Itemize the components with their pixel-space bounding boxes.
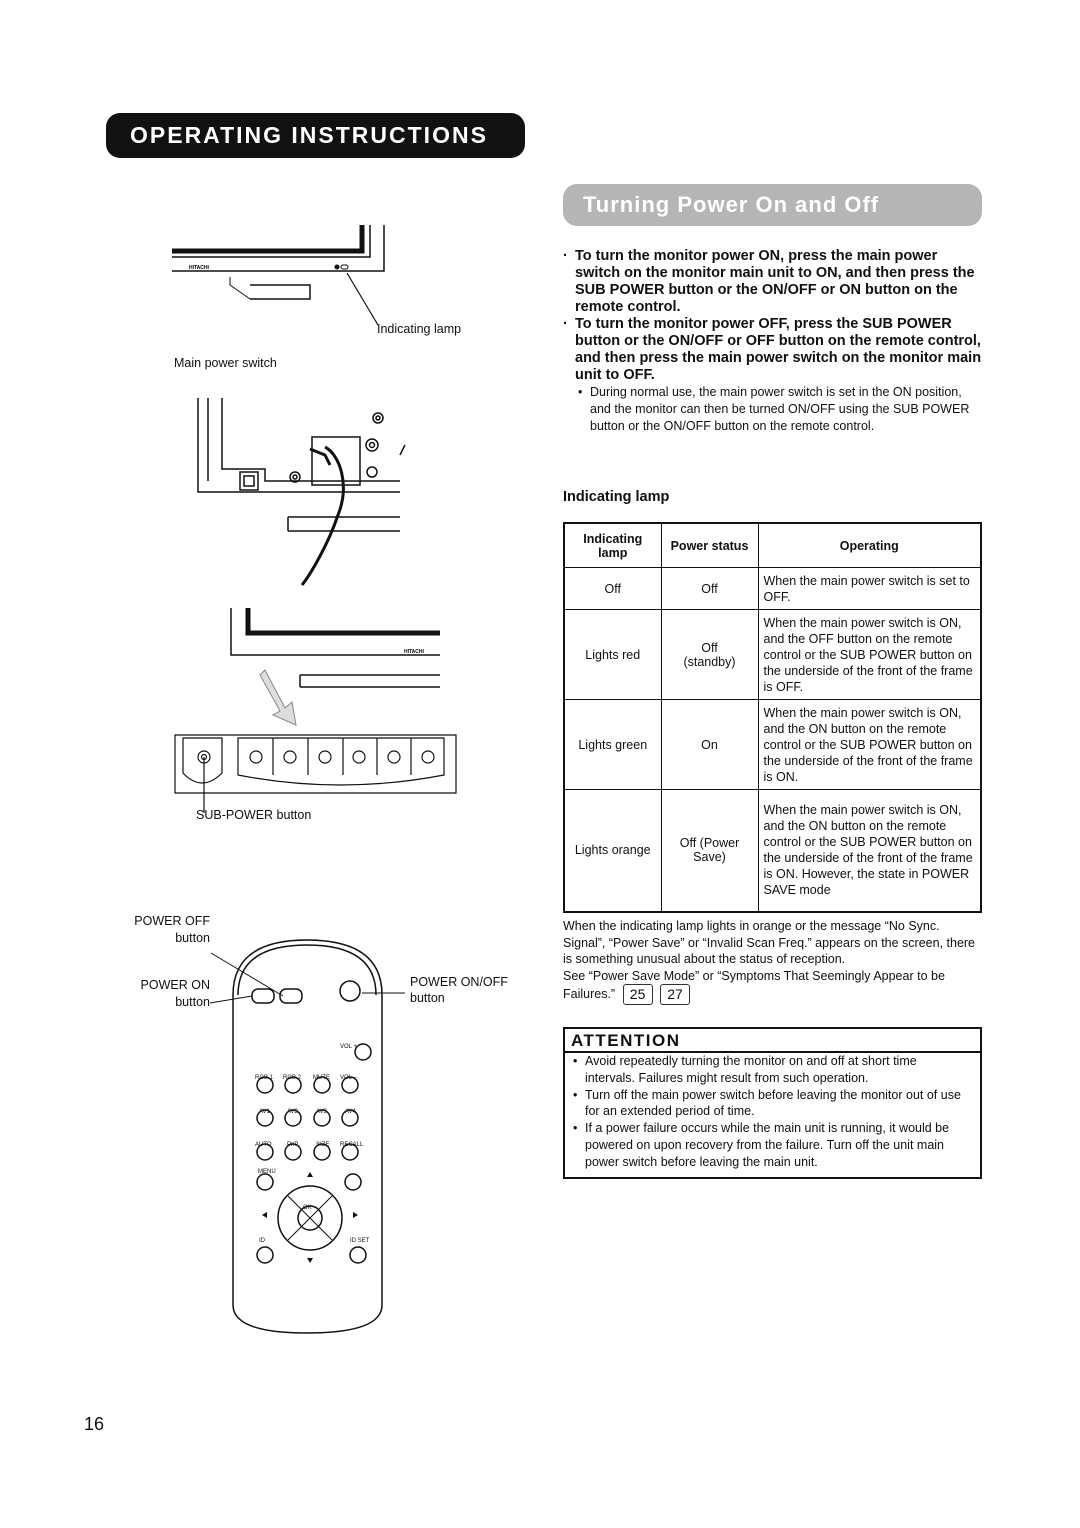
id-label: ID (259, 1238, 265, 1244)
idset-label: ID SET (350, 1238, 370, 1244)
rgb1-label: RGB 1 (255, 1075, 274, 1081)
sub-power-panel (175, 735, 456, 813)
auto-label: AUTO (255, 1142, 272, 1148)
status-cell: Off (661, 568, 758, 610)
attention-box (563, 1027, 982, 1179)
table-header-row (564, 523, 981, 568)
arrow-down-icon (260, 670, 296, 725)
status-cell: Off (standby) (661, 610, 758, 700)
see-also-text: See “Power Save Mode” or “Symptoms That Seemingly Appear to be Failures.” (563, 968, 945, 1001)
power-on-label (132, 978, 210, 1009)
column-header: Operating (758, 523, 981, 568)
lamp-cell: Lights green (564, 700, 661, 790)
vol-minus-label: VOL − (340, 1075, 357, 1081)
av4-label: AV4 (345, 1109, 356, 1115)
brand-text-lower: HITACHI (404, 649, 424, 655)
instruction-on: · To turn the monitor power ON, press the main power switch on the monitor main unit to ON, and then press the SUB POWER button or the ON/OFF or ON button on the remote control. (563, 248, 983, 316)
monitor-back-illustration (198, 398, 405, 585)
power-off-label (132, 914, 210, 945)
av1-label: AV1 (259, 1109, 270, 1115)
table-row (564, 700, 981, 790)
operating-cell: When the main power switch is set to OFF. (758, 568, 981, 610)
right-arrow-icon (353, 1212, 358, 1218)
ok-label: OK (303, 1205, 312, 1211)
lamp-cell: Lights orange (564, 790, 661, 912)
attention-title: ATTENTION (571, 1031, 681, 1050)
operating-cell: When the main power switch is ON, and the ON button on the remote control or the SUB POWER button on the underside of the front of the frame is ON. However, the state in POWER SAVE mode (758, 790, 981, 912)
status-cell: Off (Power Save) (661, 790, 758, 912)
usage-note: • During normal use, the main power switch is set in the ON position, and the monitor can then be turned ON/OFF using the SUB POWER button or the ON/OFF button on the remote control. (578, 384, 983, 435)
menu-label: MENU (258, 1169, 276, 1175)
size-label: SIZE (316, 1142, 330, 1148)
page-number: 16 (84, 1414, 105, 1434)
operating-cell: When the main power switch is ON, and the OFF button on the remote control or the SUB POWER button on the underside of the front of the frame is OFF. (758, 610, 981, 700)
instruction-list (563, 248, 983, 384)
section-title: Turning Power On and Off (563, 184, 982, 226)
main-power-switch-label: Main power switch (174, 356, 277, 370)
column-header: Power status (661, 523, 758, 568)
indicating-lamp-label: Indicating lamp (377, 322, 462, 336)
rgb2-label: RGB 2 (283, 1075, 302, 1081)
av2-label: AV2 (287, 1109, 298, 1115)
page-header: OPERATING INSTRUCTIONS (106, 113, 525, 158)
list-item: • Turn off the main power switch before leaving the monitor out of use for an extended period of time. (573, 1087, 968, 1121)
down-arrow-icon (307, 1258, 313, 1263)
see-also (563, 968, 983, 1006)
lamp-cell: Lights red (564, 610, 661, 700)
page-ref-book-icon[interactable]: 25 (623, 984, 653, 1005)
operating-cell: When the main power switch is ON, and the ON button on the remote control or the SUB POWER button on the underside of the front of the frame is ON. (758, 700, 981, 790)
indicating-lamp-table (563, 522, 982, 913)
lamp-cell: Off (564, 568, 661, 610)
monitor-front-illustration (172, 225, 384, 325)
power-on-text: POWER ON (140, 978, 210, 992)
power-onoff-label (410, 975, 508, 1005)
button-text: button (175, 931, 210, 945)
status-cell: On (661, 700, 758, 790)
lamp-explanation-text: When the indicating lamp lights in orange or the message “No Sync. Signal”, “Power Save” or “Invalid Scan Freq.” appears on the screen, there is something unusual about the status of reception. (563, 919, 976, 966)
sub-power-button-label: SUB-POWER button (196, 808, 312, 822)
pnp-label: PnP (287, 1142, 299, 1148)
av3-label: AV3 (316, 1109, 327, 1115)
left-arrow-icon (262, 1212, 267, 1218)
power-off-text: POWER OFF (134, 914, 210, 928)
brand-text: HITACHI (189, 265, 209, 271)
indicating-lamp-heading: Indicating lamp (563, 489, 670, 505)
power-onoff-text: POWER ON/OFF (410, 975, 508, 989)
list-item: • If a power failure occurs while the main unit is running, it would be powered on upon recovery from the failure. Turn off the unit main power switch before leaving the main unit. (573, 1120, 968, 1170)
list-item: • Avoid repeatedly turning the monitor on and off at short time intervals. Failures might result from such operation. (573, 1053, 968, 1087)
page-ref-book-icon[interactable]: 27 (660, 984, 690, 1005)
button-text: button (410, 991, 445, 1005)
lamp-explanation (563, 918, 983, 1005)
instruction-off: · To turn the monitor power OFF, press the SUB POWER button or the ON/OFF or OFF button on the remote control, and then press the main power switch on the monitor main unit to OFF. (563, 316, 983, 384)
button-text: button (175, 995, 210, 1009)
illustration-panel (100, 215, 540, 1365)
mute-label: MUTE (313, 1075, 330, 1081)
remote-control-illustration (210, 940, 405, 1333)
column-header: Indicating lamp (564, 523, 661, 568)
up-arrow-icon (307, 1172, 313, 1177)
vol-plus-label: VOL + (340, 1044, 357, 1050)
table-row (564, 568, 981, 610)
recall-label: RECALL (340, 1142, 364, 1148)
table-row (564, 790, 981, 912)
table-row (564, 610, 981, 700)
remote-labels (255, 1044, 370, 1244)
attention-list (573, 1053, 968, 1171)
